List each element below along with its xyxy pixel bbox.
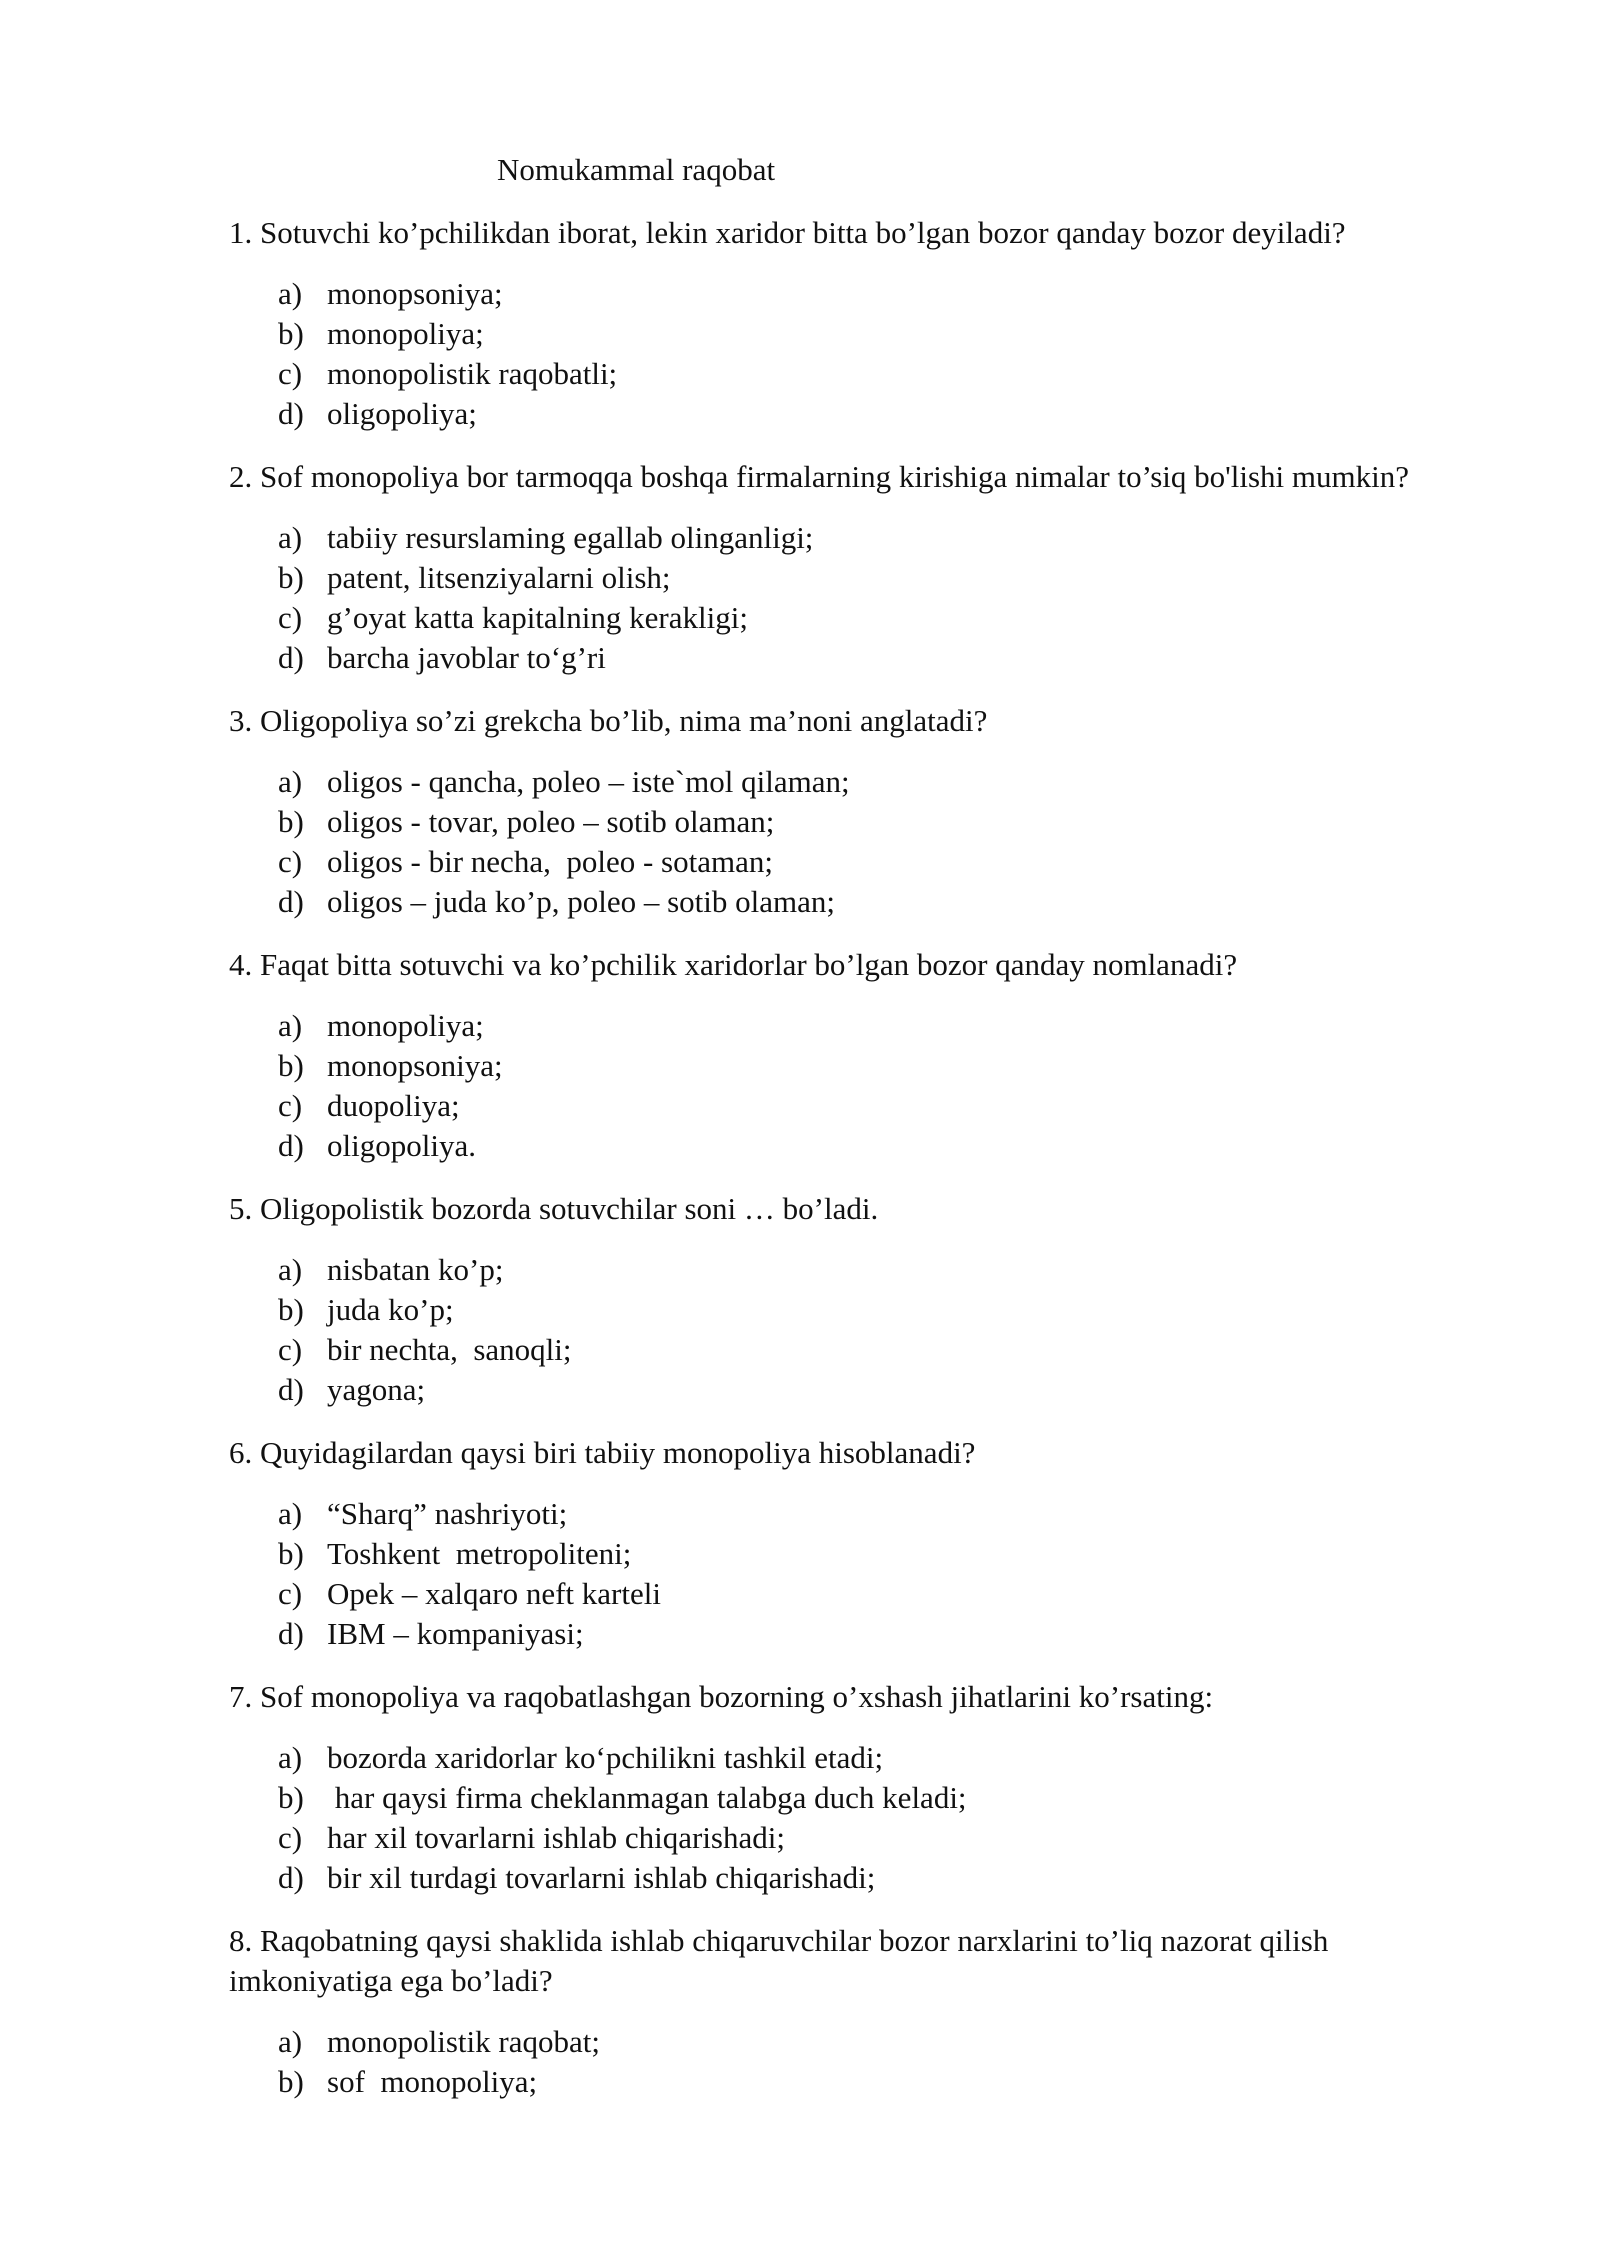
option-c bbox=[278, 1330, 572, 1370]
question-text: Oligopolistik bozorda sotuvchilar soni … bo’ladi. bbox=[260, 1191, 879, 1226]
option-text: oligos - bir necha, poleo - sotaman; bbox=[327, 844, 773, 879]
question-6 bbox=[229, 1433, 1479, 1473]
question-text: Faqat bitta sotuvchi va ko’pchilik xaridorlar bo’lgan bozor qanday nomlanadi? bbox=[260, 947, 1238, 982]
option-letter: c) bbox=[278, 600, 303, 635]
option-letter: a) bbox=[278, 1008, 303, 1043]
option-text: nisbatan ko’p; bbox=[327, 1252, 504, 1287]
option-text: juda ko’p; bbox=[327, 1292, 454, 1327]
question-5 bbox=[229, 1189, 1479, 1229]
option-text: IBM – kompaniyasi; bbox=[327, 1616, 584, 1651]
option-text: g’oyat katta kapitalning kerakligi; bbox=[327, 600, 748, 635]
option-letter: b) bbox=[278, 560, 304, 595]
option-c bbox=[278, 842, 850, 882]
option-letter: d) bbox=[278, 1372, 304, 1407]
option-a bbox=[278, 1494, 661, 1534]
option-text: monopolistik raqobatli; bbox=[327, 356, 618, 391]
question-6-options bbox=[278, 1494, 661, 1654]
question-1 bbox=[229, 213, 1479, 253]
question-number: 4. bbox=[229, 947, 253, 982]
option-c bbox=[278, 1086, 503, 1126]
option-letter: b) bbox=[278, 1780, 304, 1815]
question-number: 2. bbox=[229, 459, 253, 494]
option-d bbox=[278, 1858, 967, 1898]
question-number: 8. bbox=[229, 1923, 253, 1958]
question-3 bbox=[229, 701, 1479, 741]
question-text: Raqobatning qaysi shaklida ishlab chiqaruvchilar bozor narxlarini to’liq nazorat qilish imkoniyatiga ega bo’ladi? bbox=[229, 1923, 1329, 1998]
option-letter: a) bbox=[278, 1740, 303, 1775]
option-letter: d) bbox=[278, 884, 304, 919]
option-b bbox=[278, 2062, 600, 2102]
option-text: tabiiy resurslaming egallab olinganligi; bbox=[327, 520, 814, 555]
option-b bbox=[278, 1290, 572, 1330]
option-letter: d) bbox=[278, 396, 304, 431]
option-letter: d) bbox=[278, 1128, 304, 1163]
option-c bbox=[278, 1818, 967, 1858]
document-title: Nomukammal raqobat bbox=[497, 152, 776, 187]
option-d bbox=[278, 394, 617, 434]
option-d bbox=[278, 638, 813, 678]
option-text: monopoliya; bbox=[327, 316, 484, 351]
option-letter: a) bbox=[278, 520, 303, 555]
option-letter: a) bbox=[278, 764, 303, 799]
question-text: Quyidagilardan qaysi biri tabiiy monopoliya hisoblanadi? bbox=[260, 1435, 976, 1470]
question-text: Sof monopoliya va raqobatlashgan bozorning o’xshash jihatlarini ko’rsating: bbox=[260, 1679, 1214, 1714]
question-3-options bbox=[278, 762, 850, 922]
question-7-options bbox=[278, 1738, 967, 1898]
option-a bbox=[278, 518, 813, 558]
option-text: oligopoliya; bbox=[327, 396, 477, 431]
question-number: 7. bbox=[229, 1679, 253, 1714]
option-text: bir nechta, sanoqli; bbox=[327, 1332, 572, 1367]
option-a bbox=[278, 2022, 600, 2062]
option-text: Toshkent metropoliteni; bbox=[327, 1536, 632, 1571]
option-letter: b) bbox=[278, 804, 304, 839]
option-text: oligos - tovar, poleo – sotib olaman; bbox=[327, 804, 775, 839]
option-letter: c) bbox=[278, 356, 303, 391]
option-text: sof monopoliya; bbox=[327, 2064, 538, 2099]
option-letter: b) bbox=[278, 1536, 304, 1571]
option-letter: b) bbox=[278, 2064, 304, 2099]
option-d bbox=[278, 1126, 503, 1166]
option-letter: b) bbox=[278, 1048, 304, 1083]
option-text: duopoliya; bbox=[327, 1088, 460, 1123]
option-letter: d) bbox=[278, 640, 304, 675]
question-1-options bbox=[278, 274, 617, 434]
question-text: Oligopoliya so’zi grekcha bo’lib, nima ma’noni anglatadi? bbox=[260, 703, 988, 738]
option-text: har qaysi firma cheklanmagan talabga duch keladi; bbox=[327, 1780, 967, 1815]
option-text: monopsoniya; bbox=[327, 1048, 503, 1083]
option-d bbox=[278, 1370, 572, 1410]
option-letter: c) bbox=[278, 1820, 303, 1855]
question-number: 5. bbox=[229, 1191, 253, 1226]
option-d bbox=[278, 1614, 661, 1654]
option-a bbox=[278, 274, 617, 314]
option-b bbox=[278, 802, 850, 842]
option-text: oligos – juda ko’p, poleo – sotib olaman; bbox=[327, 884, 836, 919]
question-number: 6. bbox=[229, 1435, 253, 1470]
question-8 bbox=[229, 1921, 1429, 2001]
option-letter: c) bbox=[278, 1576, 303, 1611]
option-text: barcha javoblar to‘g’ri bbox=[327, 640, 606, 675]
option-letter: b) bbox=[278, 1292, 304, 1327]
option-b bbox=[278, 558, 813, 598]
option-text: monopsoniya; bbox=[327, 276, 503, 311]
option-c bbox=[278, 1574, 661, 1614]
option-text: Opek – xalqaro neft karteli bbox=[327, 1576, 661, 1611]
option-letter: d) bbox=[278, 1616, 304, 1651]
option-b bbox=[278, 314, 617, 354]
option-letter: b) bbox=[278, 316, 304, 351]
option-c bbox=[278, 354, 617, 394]
option-text: oligos - qancha, poleo – iste`mol qilaman; bbox=[327, 764, 850, 799]
option-letter: c) bbox=[278, 844, 303, 879]
option-text: oligopoliya. bbox=[327, 1128, 476, 1163]
option-text: monopolistik raqobat; bbox=[327, 2024, 600, 2059]
option-letter: a) bbox=[278, 1252, 303, 1287]
option-a bbox=[278, 762, 850, 802]
option-text: yagona; bbox=[327, 1372, 426, 1407]
question-number: 1. bbox=[229, 215, 253, 250]
option-a bbox=[278, 1250, 572, 1290]
question-2-options bbox=[278, 518, 813, 678]
option-d bbox=[278, 882, 850, 922]
option-b bbox=[278, 1534, 661, 1574]
question-4-options bbox=[278, 1006, 503, 1166]
option-b bbox=[278, 1046, 503, 1086]
option-text: “Sharq” nashriyoti; bbox=[327, 1496, 568, 1531]
question-number: 3. bbox=[229, 703, 253, 738]
question-5-options bbox=[278, 1250, 572, 1410]
option-letter: d) bbox=[278, 1860, 304, 1895]
option-text: har xil tovarlarni ishlab chiqarishadi; bbox=[327, 1820, 785, 1855]
option-a bbox=[278, 1738, 967, 1778]
option-text: monopoliya; bbox=[327, 1008, 484, 1043]
question-2 bbox=[229, 457, 1479, 497]
option-letter: a) bbox=[278, 2024, 303, 2059]
option-c bbox=[278, 598, 813, 638]
question-text: Sotuvchi ko’pchilikdan iborat, lekin xaridor bitta bo’lgan bozor qanday bozor deyiladi? bbox=[260, 215, 1346, 250]
option-text: bir xil turdagi tovarlarni ishlab chiqarishadi; bbox=[327, 1860, 876, 1895]
question-text: Sof monopoliya bor tarmoqqa boshqa firmalarning kirishiga nimalar to’siq bo'lishi mumkin? bbox=[260, 459, 1409, 494]
option-a bbox=[278, 1006, 503, 1046]
option-letter: a) bbox=[278, 276, 303, 311]
option-letter: a) bbox=[278, 1496, 303, 1531]
option-b bbox=[278, 1778, 967, 1818]
question-7 bbox=[229, 1677, 1479, 1717]
option-text: bozorda xaridorlar ko‘pchilikni tashkil etadi; bbox=[327, 1740, 884, 1775]
option-letter: c) bbox=[278, 1332, 303, 1367]
option-text: patent, litsenziyalarni olish; bbox=[327, 560, 671, 595]
question-8-options bbox=[278, 2022, 600, 2102]
question-4 bbox=[229, 945, 1479, 985]
option-letter: c) bbox=[278, 1088, 303, 1123]
